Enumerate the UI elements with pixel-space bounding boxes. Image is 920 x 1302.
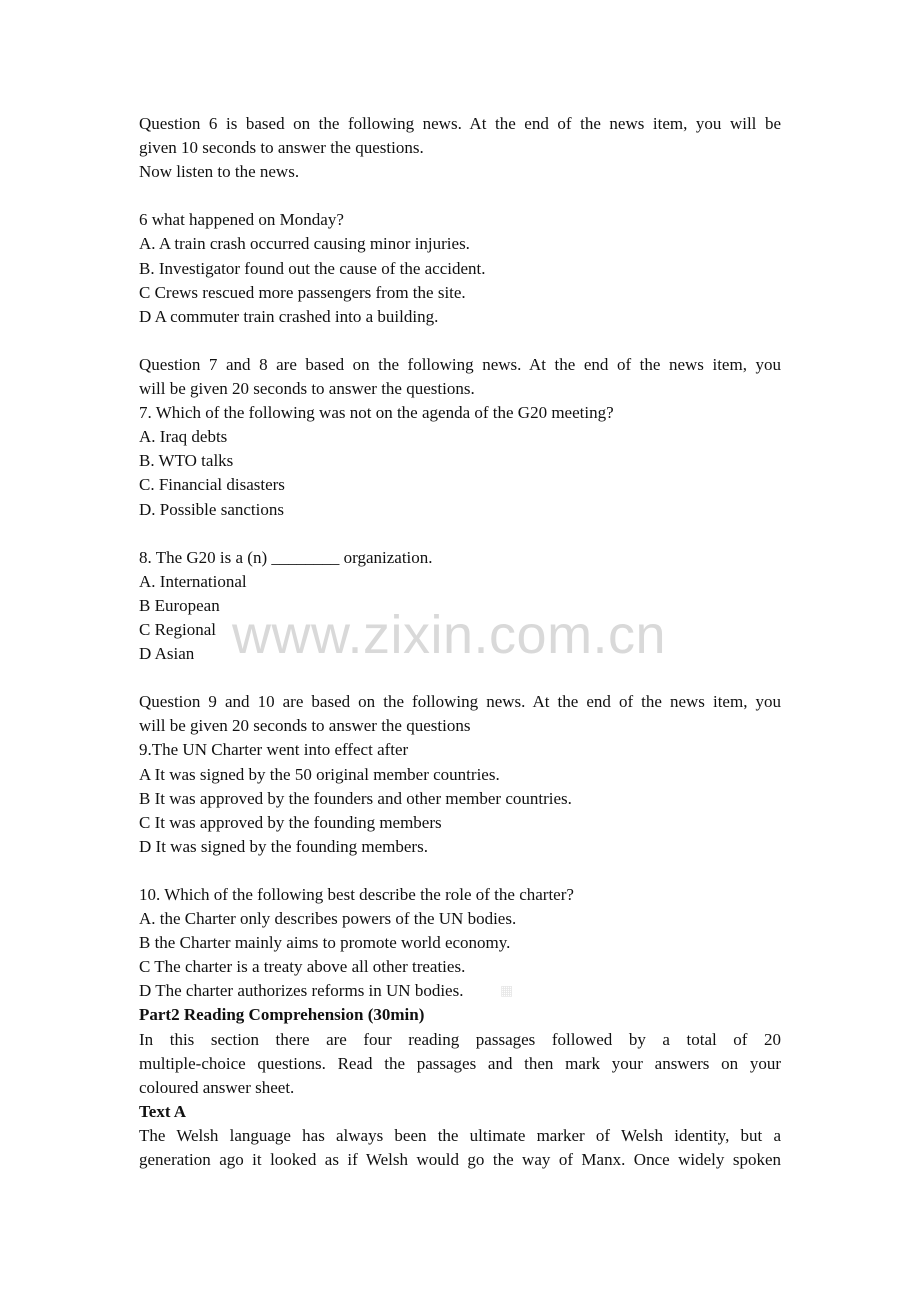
q8-option-a: A. International	[139, 571, 247, 591]
q9-option-b: B It was approved by the founders and other member countries.	[139, 788, 572, 808]
q6-option-c: C Crews rescued more passengers from the site.	[139, 282, 466, 302]
q6-option-b: B. Investigator found out the cause of the accident.	[139, 258, 486, 278]
part2-heading: Part2 Reading Comprehension (30min)	[139, 1005, 425, 1025]
q8-option-b: B European	[139, 595, 220, 615]
q8-option-c: C Regional	[139, 619, 216, 639]
text-a-heading: Text A	[139, 1101, 187, 1121]
q6-intro-line-2: given 10 seconds to answer the questions.	[139, 138, 424, 158]
q7-option-b: B. WTO talks	[139, 451, 234, 471]
document-page	[139, 112, 781, 1172]
q7-option-a: A. Iraq debts	[139, 427, 228, 447]
question-8: 8. The G20 is a (n) ________ organization.	[139, 547, 433, 567]
q6-option-d: D A commuter train crashed into a building.	[139, 306, 439, 326]
q910-intro-line-1: Question 9 and 10 are based on the following news. At the end of the news item, you	[139, 692, 781, 712]
q910-intro-line-2: will be given 20 seconds to answer the questions	[139, 716, 471, 736]
q10-option-d: D The charter authorizes reforms in UN bodies.	[139, 981, 464, 1001]
question-9: 9.The UN Charter went into effect after	[139, 740, 409, 760]
part2-intro-line-1: In this section there are four reading passages followed by a total of 20	[139, 1029, 781, 1049]
q6-option-a: A. A train crash occurred causing minor injuries.	[139, 234, 470, 254]
question-10: 10. Which of the following best describe the role of the charter?	[139, 885, 574, 904]
q7-option-d: D. Possible sanctions	[139, 499, 284, 519]
site-watermark: www.zixin.com.cn	[232, 605, 667, 665]
q8-option-d: D Asian	[139, 644, 195, 664]
q9-option-d: D It was signed by the founding members.	[139, 836, 428, 856]
part2-intro-line-2: multiple-choice questions. Read the passages and then mark your answers on your	[139, 1053, 781, 1073]
q78-intro-line-2: will be given 20 seconds to answer the questions.	[139, 379, 475, 399]
question-7: 7. Which of the following was not on the agenda of the G20 meeting?	[139, 403, 614, 423]
faint-stamp-mark: ▦	[500, 983, 514, 999]
part2-intro-line-3: coloured answer sheet.	[139, 1077, 295, 1097]
q10-option-b: B the Charter mainly aims to promote world economy.	[139, 933, 511, 953]
q78-intro-line-1: Question 7 and 8 are based on the following news. At the end of the news item, you	[139, 354, 781, 374]
q10-option-a: A. the Charter only describes powers of the UN bodies.	[139, 909, 517, 929]
text-a-line-2: generation ago it looked as if Welsh would go the way of Manx. Once widely spoken	[139, 1150, 781, 1170]
q7-option-c: C. Financial disasters	[139, 475, 285, 495]
q9-option-a: A It was signed by the 50 original member countries.	[139, 764, 500, 784]
q10-option-c: C The charter is a treaty above all other treaties.	[139, 957, 466, 977]
q9-option-c: C It was approved by the founding members	[139, 812, 442, 832]
listen-instruction: Now listen to the news.	[139, 162, 300, 182]
q6-intro-line-1: Question 6 is based on the following news. At the end of the news item, you will be	[139, 114, 781, 133]
text-a-line-1: The Welsh language has always been the ultimate marker of Welsh identity, but a	[139, 1125, 781, 1145]
question-6: 6 what happened on Monday?	[139, 210, 344, 230]
